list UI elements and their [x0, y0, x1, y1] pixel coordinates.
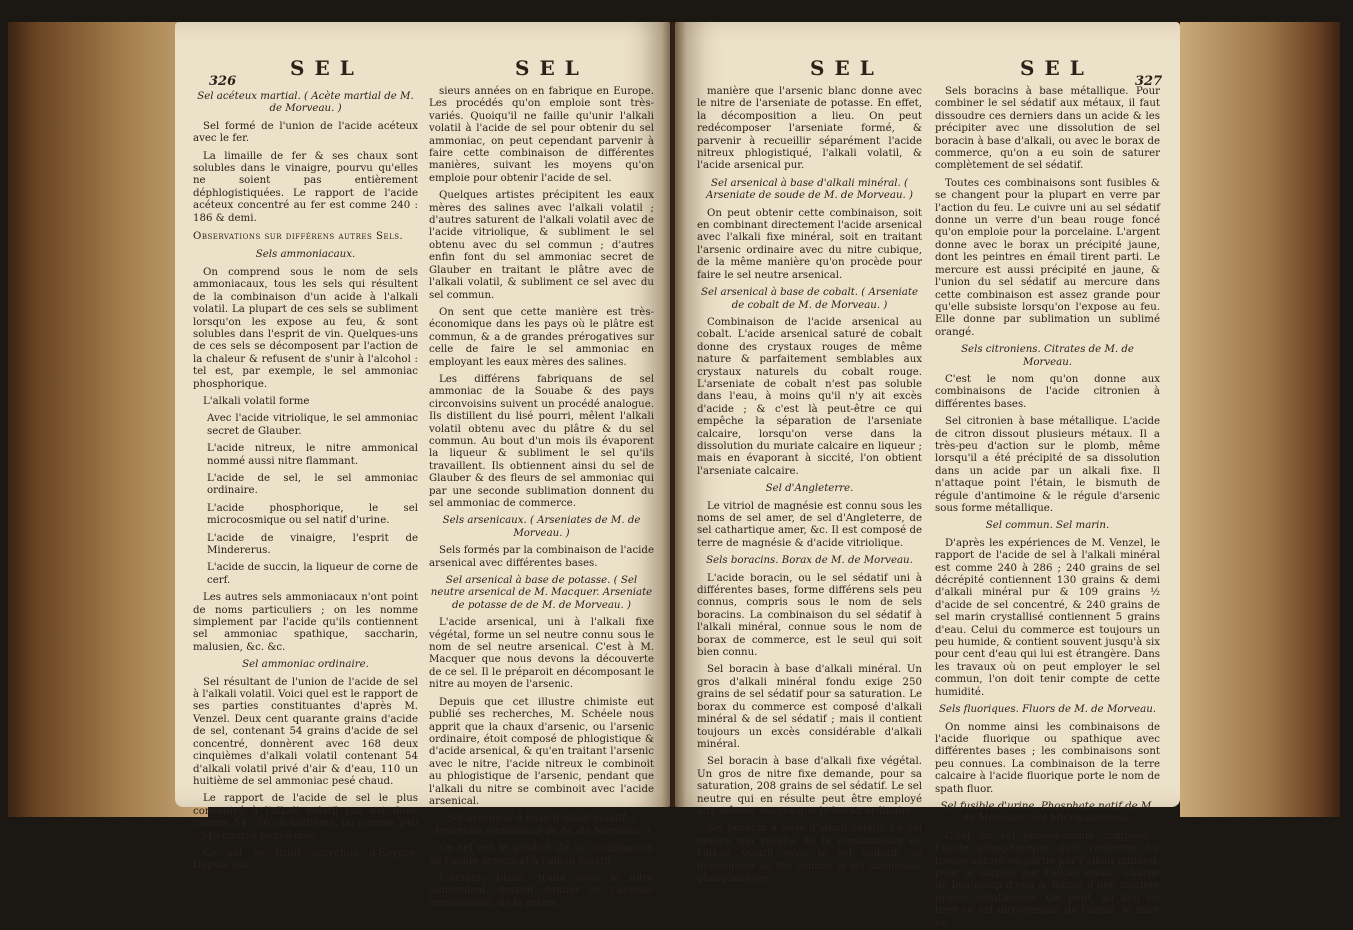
- section-heading: Sel arsenical à base d'alkali volatil. ( Arseniate ammonical de M. de Morveau. ): [432, 813, 651, 837]
- left-page-column-2: [429, 86, 654, 909]
- paragraph: Le rapport de l'acide de sel le plus concentré à l'alkali volatil pur est donc comme 54 : 56 un huitième, ou comme 240 : 249 quatre neuvièmes.: [193, 793, 418, 842]
- right-page-column-2: [935, 86, 1160, 929]
- paragraph: On nomme ainsi les combinaisons de l'acide fluorique ou spathique avec différentes bases ; les combinaisons sont peu connues. La combinaison de la terre calcaire à l'acide fluorique porte le nom de spath fluor.: [935, 721, 1160, 795]
- paragraph: Sel boracin à base d'alkali volatil. Le sel neutre qui résulte de la combinaison de l'alkali volatil avec le sel sédatif, se décompose au feu comme le sel ammoniac phosphorique.: [697, 823, 922, 884]
- list-entry: L'acide de sel, le sel ammoniac ordinaire.: [207, 472, 418, 497]
- section-heading: Sels ammoniacaux.: [255, 249, 356, 261]
- right-page-edges: [1180, 22, 1340, 817]
- paragraph: Toutes ces combinaisons sont fusibles & se changent pour la plupart en verre par l'action du feu. Le cuivre uni au sel sédatif donne un verre d'un beau rouge foncé qu'on emploie pour la porcelaine. L'argent donne avec le borax un précipité jaune, dont les peintres en émail tirent parti. Le mercure est aussi précipité en jaune, & l'union du sel sédatif au mercure dans cette combinaison est assez grande pour qu'elle subsiste lorsqu'on l'expose au feu. Elle donne par sublimation un sublimé orangé.: [935, 177, 1160, 338]
- paragraph: sieurs années on en fabrique en Europe. Les procédés qu'on emploie sont très-variés. Quoiqu'il ne faille qu'unir l'alkali volatil à l'acide de sel pour obtenir du sel ammoniac, on peut cependant parvenir à faire cette combinaison de différentes manières, suivant les moyens qu'on emploie pour obtenir l'acide de sel.: [429, 86, 654, 184]
- paragraph: L'acide arsenical, uni à l'alkali fixe végétal, forme un sel neutre connu sous le nom de sel neutre arsenical. C'est à M. Macquer que nous devons la découverte de ce sel. Il le préparoit en décomposant le nitre au moyen de l'arsenic.: [429, 617, 654, 691]
- paragraph: Quelques artistes précipitent les eaux mères des salines avec l'alkali volatil ; d'autres saturent de l'alkali volatil avec de l'acide vitriolique, & subliment le sel obtenu avec du sel commun ; d'autres enfin font du sel ammoniac secret de Glauber en traitant le plâtre avec de l'alkali volatil, & subliment ce sel avec du sel commun.: [429, 190, 654, 301]
- paragraph: Depuis que cet illustre chimiste eut publié ses recherches, M. Schéele nous apprit que la chaux d'arsenic, ou l'arsenic ordinaire, étoit composé de phlogistique & d'acide arsenical, & qu'en traitant l'arsenic avec le nitre, l'acide nitreux le combinoit au phlogistique de l'arsenic, pendant que l'alkali du nitre se combinoit avec l'acide arsenical.: [429, 696, 654, 807]
- section-heading: Sels boracins. Borax de M. de Morveau.: [706, 555, 913, 567]
- section-heading: Sel arsenical à base de cobalt. ( Arseniate de cobalt de M. de Morveau. ): [701, 287, 918, 311]
- paragraph: Sel boracin à base d'alkali fixe végétal. Un gros de nitre fixe demande, pour sa saturation, 208 grains de sel sédatif. Le sel neutre qui en résulte peut être employé aux mêmes usages que le borax ordinaire.: [697, 756, 922, 817]
- paragraph: On peut obtenir cette combinaison, soit en combinant directement l'acide arsenical avec l'alkali fixe minéral, soit en traitant l'arsenic ordinaire avec du nitre cubique, de la même manière qu'on procède pour faire le sel neutre arsenical.: [697, 207, 922, 281]
- paragraph: C'est un sel phosphorique composé ; l'acide phosphorique qu'il renferme s'y trouve saturé en partie par l'alkali minéral, pour le surplus par l'alkali volatil, chargé de beaucoup d'eau & même d'une matière grasse gélatineuse. On peut, au lieu de tirer ce sel directement de l'urine, le faire en: [935, 830, 1160, 929]
- paragraph: C'est le nom qu'on donne aux combinaisons de l'acide citronien à différentes bases.: [935, 373, 1160, 410]
- running-head-left-col2: SEL: [515, 56, 589, 80]
- paragraph: Les autres sels ammoniacaux n'ont point de noms particuliers ; on les nomme simplement par l'acide qu'ils contiennent sel ammoniac spathique, saccharin, malusien, &c. &c.: [193, 592, 418, 653]
- left-page-column-1: [193, 86, 418, 872]
- paragraph: L'arsenic blanc, traité avec le nitre ammonical, devroit donner de l'arsenic ammoniacal, de la même: [429, 872, 654, 909]
- list-entry: L'acide phosphorique, le sel microcosmique ou sel natif d'urine.: [207, 502, 418, 527]
- page-number-right: 327: [1135, 74, 1163, 89]
- right-page: [675, 22, 1180, 929]
- page-number-left: 326: [209, 74, 237, 89]
- paragraph: Ce sel se tiroit autrefois d'Égypte. Depuis plu-: [193, 847, 418, 872]
- running-head-right-col2: SEL: [1020, 56, 1094, 80]
- book-gutter: [662, 22, 686, 807]
- paragraph: On comprend sous le nom de sels ammoniacaux, tous les sels qui résultent de la combinaison d'un acide à l'alkali volatil. La plupart de ces sels se subliment lorsqu'on les expose au feu, & sont solubles dans l'esprit de vin. Quelques-uns de ces sels se décomposent par l'action de la chaleur & refusent de s'unir à l'alcohol : tel est, par exemple, le sel ammoniac phosphorique.: [193, 266, 418, 390]
- paragraph: Sels formés par la combinaison de l'acide arsenical avec différentes bases.: [429, 545, 654, 569]
- paragraph: Combinaison de l'acide arsenical au cobalt. L'acide arsenical saturé de cobalt donne des crystaux rouges de même nature & parfaitement semblables aux crystaux naturels du cobalt rouge. L'arseniate de cobalt n'est pas soluble dans l'eau, à moins qu'il n'y ait excès d'acide ; & c'est là peut-être ce qui empêche la séparation de l'arseniate calcaire, lorsqu'on verse dans la dissolution du muriate calcaire en liqueur ; mais en évaporant à siccité, l'on obtient l'arseniate calcaire.: [697, 316, 922, 477]
- section-heading: Sel ammoniac ordinaire.: [242, 659, 369, 671]
- list-entry: L'acide de vinaigre, l'esprit de Mindererus.: [207, 532, 418, 556]
- paragraph: Sels boracins à base métallique. Pour combiner le sel sédatif aux métaux, il faut dissoudre ces derniers dans un acide & les précipiter avec une dissolution de sel boracin à base d'alkali, ou avec le borax de commerce, qu'on a eu soin de saturer complètement de sel sédatif.: [935, 86, 1160, 172]
- section-title: Observations sur différens autres Sels.: [193, 231, 404, 243]
- paragraph: Le vitriol de magnésie est connu sous les noms de sel amer, de sel d'Angleterre, de sel cathartique amer, &c. Il est composé de terre de magnésie & d'acide vitriolique.: [697, 500, 922, 549]
- paragraph: La limaille de fer & ses chaux sont solubles dans le vinaigre, pourvu qu'elles ne soient pas entièrement déphlogistiquées. Le rapport de l'acide acéteux concentré au fer est comme 240 : 186 & demi.: [193, 150, 418, 224]
- section-heading: Sel d'Angleterre.: [765, 483, 854, 495]
- section-heading: Sel commun. Sel marin.: [985, 520, 1110, 532]
- section-heading: Sels citroniens. Citrates de M. de Morveau.: [961, 344, 1134, 368]
- paragraph: Sel boracin à base d'alkali minéral. Un gros d'alkali minéral fondu exige 250 grains de sel sédatif pour sa saturation. Le borax du commerce est composé d'alkali minéral & de sel sédatif ; mais il contient toujours un excès considérable d'alkali minéral.: [697, 664, 922, 750]
- paragraph: L'acide boracin, ou le sel sédatif uni à différentes bases, forme différens sels peu connus, compris sous le nom de sels boracins. La combinaison du sel sédatif à l'alkali minéral, connue sous le nom de borax de commerce, est le seul qui soit bien connu.: [697, 572, 922, 659]
- paragraph: Les différens fabriquans de sel ammoniac de la Souabe & des pays circonvoisins suivent un procédé analogue. Ils distillent du lisé pourri, mêlent l'alkali volatil obtenu avec du plâtre & du sel commun. Au bout d'un mois ils évaporent la liqueur & subliment le sel qu'ils travaillent. Ils obtiennent ainsi du sel de Glauber & des fleurs de sel ammoniac qui par une seconde sublimation donnent du sel ammoniac de commerce.: [429, 373, 654, 509]
- right-page-column-1: [697, 86, 922, 884]
- list-entry: Avec l'acide vitriolique, le sel ammoniac secret de Glauber.: [207, 413, 418, 437]
- paragraph: Ce sel est le produit de la combinaison de l'acide arsenical à l'alkali volatil.: [429, 843, 654, 867]
- section-heading: Sel arsenical à base de potasse. ( Sel neutre arsenical de M. Macquer. Arseniate de potasse de de M. de Morveau. ): [430, 575, 653, 611]
- paragraph: D'après les expériences de M. Venzel, le rapport de l'acide de sel à l'alkali minéral est comme 240 à 286 ; 240 grains de sel décrépité contiennent 130 grains & demi d'alkali minéral pur & 109 grains ½ d'acide de sel concentré, & 240 grains de sel marin crystallisé contiennent 5 grains d'eau. Celui du commerce est toujours un peu humide, & contient souvent jusqu'à six pour cent d'eau qui lui est étrangère. Dans les travaux où on peut employer le sel commun, l'on doit tenir compte de cette humidité.: [935, 537, 1160, 698]
- list-entry: L'acide nitreux, le nitre ammonical nommé aussi nitre flammant.: [207, 443, 418, 467]
- section-heading: Sel fusible d'urine. Phosphate natif de M. de Morveau. Sel Microcosmique.: [940, 800, 1155, 825]
- paragraph: L'alkali volatil forme: [203, 395, 310, 407]
- section-heading: Sels fluoriques. Fluors de M. de Morveau.: [938, 704, 1157, 716]
- section-heading: Sel arsenical à base d'alkali minéral. ( Arseniate de soude de M. de Morveau. ): [705, 177, 914, 202]
- section-heading: Sel acéteux martial. ( Acète martial de M. de Morveau. ): [197, 91, 414, 115]
- section-heading: Sels arsenicaux. ( Arseniates de M. de Morveau. ): [442, 515, 641, 539]
- running-head-right-col1: SEL: [810, 56, 884, 80]
- paragraph: Sel citronien à base métallique. L'acide de citron dissout plusieurs métaux. Il a très-peu d'action sur le plomb, même lorsqu'il a été précipité de sa dissolution dans un acide par un alkali fixe. Il n'attaque point l'étain, le bismuth de régule d'antimoine & le régule d'arsenic sous forme métallique.: [935, 416, 1160, 514]
- paragraph: Sel résultant de l'union de l'acide de sel à l'alkali volatil. Voici quel est le rapport de ses parties constituantes d'après M. Venzel. Deux cent quarante grains d'acide de sel, contenant 54 grains d'acide de sel concentré, donnèrent avec 168 deux cinquièmes d'alkali volatil contenant 54 d'alkali volatil privé d'air & d'eau, 110 un huitième de sel ammoniac pesé chaud.: [193, 676, 418, 787]
- paragraph: manière que l'arsenic blanc donne avec le nitre de l'arseniate de potasse. En effet, la décomposition a lieu. On peut redécomposer l'arseniate formé, & parvenir à recueillir séparément l'acide nitreux phlogistiqué, l'alkali volatil, & l'acide arsenical pur.: [697, 86, 922, 172]
- paragraph: On sent que cette manière est très-économique dans les pays où le plâtre est commun, & a de grandes prérogatives sur celle de faire le sel ammoniac en employant les eaux mères des salines.: [429, 306, 654, 368]
- list-entry: L'acide de succin, la liqueur de corne de cerf.: [207, 562, 418, 586]
- left-page: [175, 22, 670, 909]
- paragraph: Sel formé de l'union de l'acide acéteux avec le fer.: [193, 120, 418, 145]
- running-head-left-col1: SEL: [290, 56, 364, 80]
